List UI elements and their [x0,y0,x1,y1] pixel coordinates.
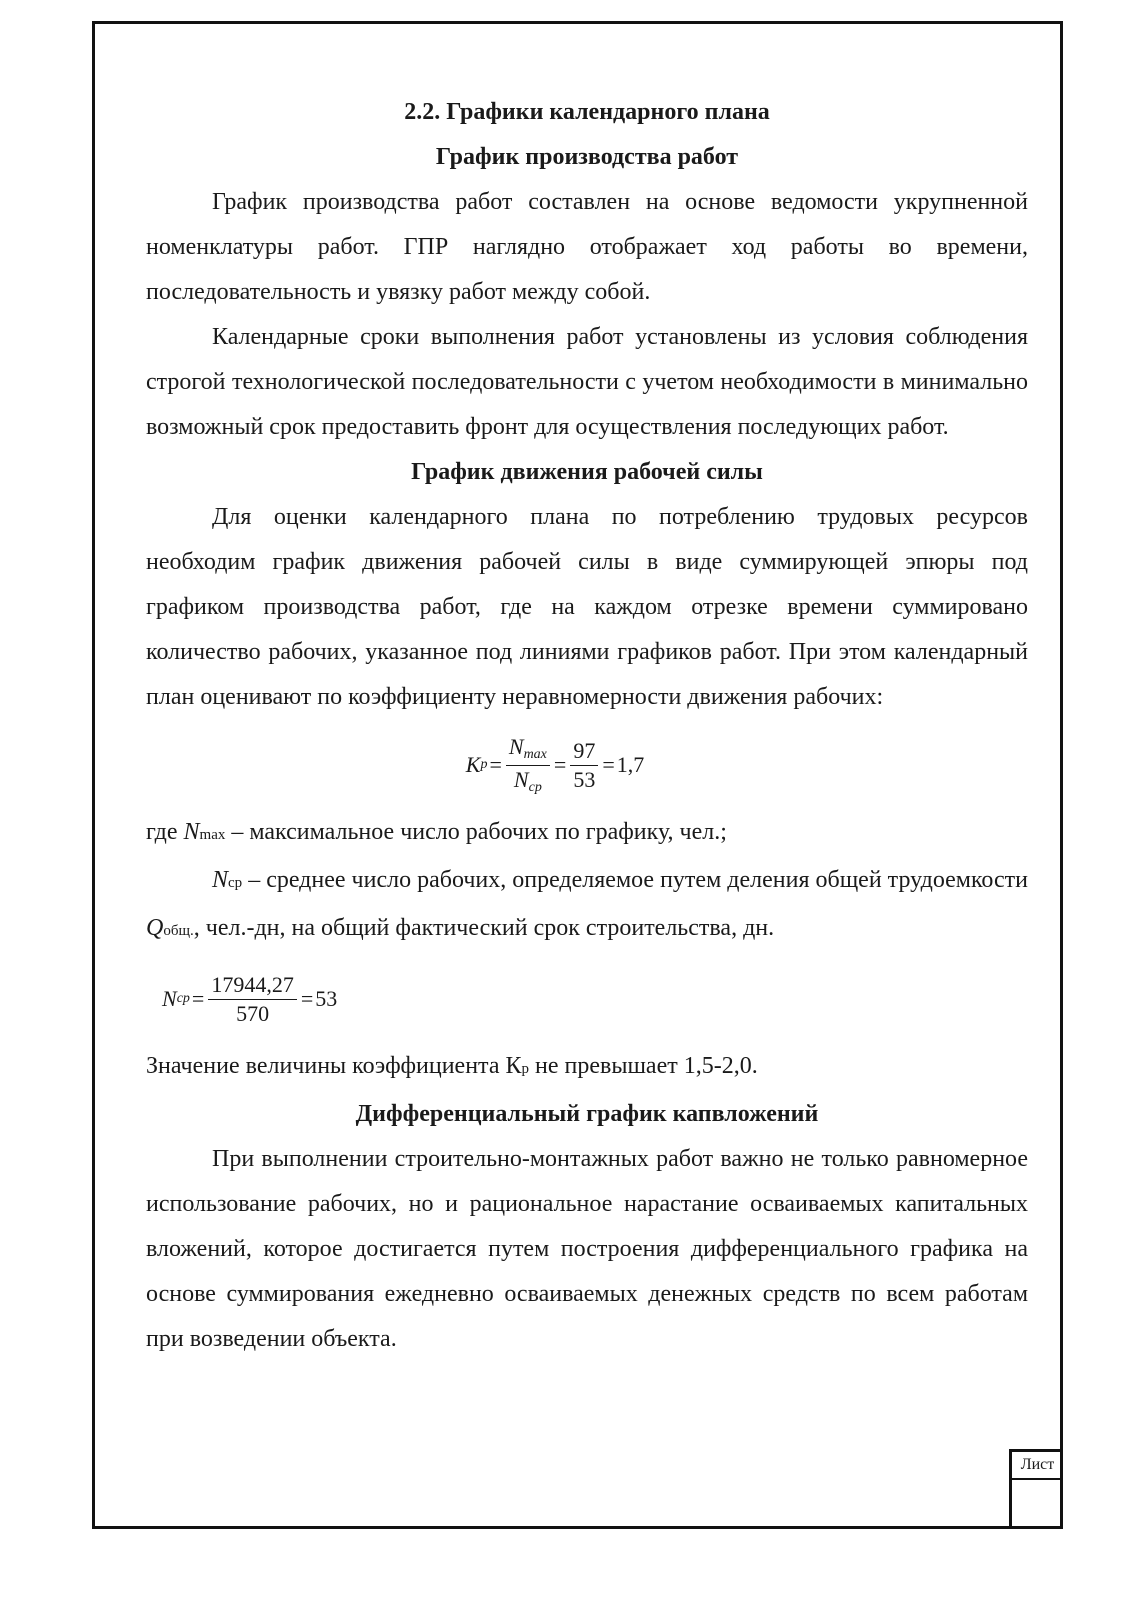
subsection-heading-workforce: График движения рабочей силы [411,459,763,485]
paragraph-production-2: Календарные сроки выполнения работ установлены из условия соблюдения строгой технологической последовательности с учетом необходимости в минимально возможный срок предоставить фронт для осуществления последующих работ. [146,324,1028,440]
fraction-nmax-ncp [506,733,550,795]
subsection-heading-investment: Дифференциальный график капвложений [355,1101,819,1127]
fraction-97-53 [570,737,598,792]
paragraph-investment-1: При выполнении строительно-монтажных работ важно не только равномерное использование рабочих, но и рациональное нарастание осваиваемых капитальных вложений, которое достигается путем построения дифференциального графика на основе суммирования ежедневно осваиваемых денежных средств по всем работам при возведении объекта. [146,1146,1028,1352]
frac-num-value: 97 [570,740,598,766]
where-nmax-line: где Nmax – максимальное число рабочих по графику, чел.; [146,819,727,845]
formula-ncp: N ср = $\frac{17944,27}{570}$ = 53 [162,971,338,1026]
formula-ncp-lhs: N [162,986,177,1011]
sheet-label: Лист [1012,1452,1063,1480]
labor-num-value: 17944,27 [208,974,297,1000]
frac-num-var: N [508,733,524,759]
sheet-stamp [1009,1449,1063,1529]
subsection-heading-production: График производства работ [435,144,739,170]
frac-den-sub: ср [528,779,542,795]
frac-den-value: 53 [573,766,596,792]
paragraph-workforce-1: Для оценки календарного плана по потреблению трудовых ресурсов необходим график движения рабочей силы в виде суммирующей эпюры под графиком производства работ, где на каждом отрезке времени суммировано количество рабочих, указанное под линиями графиков работ. При этом календарный план оценивают по коэффициенту неравномерности движения рабочих: [146,504,1028,710]
formula-ncp-result: 53 [315,986,338,1011]
formula-ncp-lhs-sub: ср [176,991,190,1006]
paragraph-production-1: График производства работ составлен на основе ведомости укрупненной номенклатуры работ. ГПР наглядно отображает ход работы во времени, последовательность и увязку работ между собой. [146,189,1028,305]
formula-kp-result: 1,7 [616,752,645,777]
ncp-definition: Nср – среднее число рабочих, определяемое путем деления общей трудоемкости Qобщ., чел.-дн, на общий фактический срок строительства, дн. [146,867,1028,941]
labor-den-value: 570 [236,1000,270,1026]
formula-kp: K p = $\frac{N_{max}}{N_{ср}}$ = $\frac{97}{53}$ = 1,7 [465,733,645,795]
frac-num-sub: max [523,746,547,762]
where-sub: max [199,827,226,843]
where-var: N [183,819,200,845]
document-body [146,90,1028,1362]
kp-limit-line: Значение величины коэффициента Кр не превышает 1,5-2,0. [146,1053,758,1079]
frac-den-var: N [513,766,529,792]
section-title: 2.2. Графики календарного плана [404,99,770,125]
formula-kp-lhs: K [465,752,481,777]
formula-kp-lhs-sub: p [480,757,488,772]
